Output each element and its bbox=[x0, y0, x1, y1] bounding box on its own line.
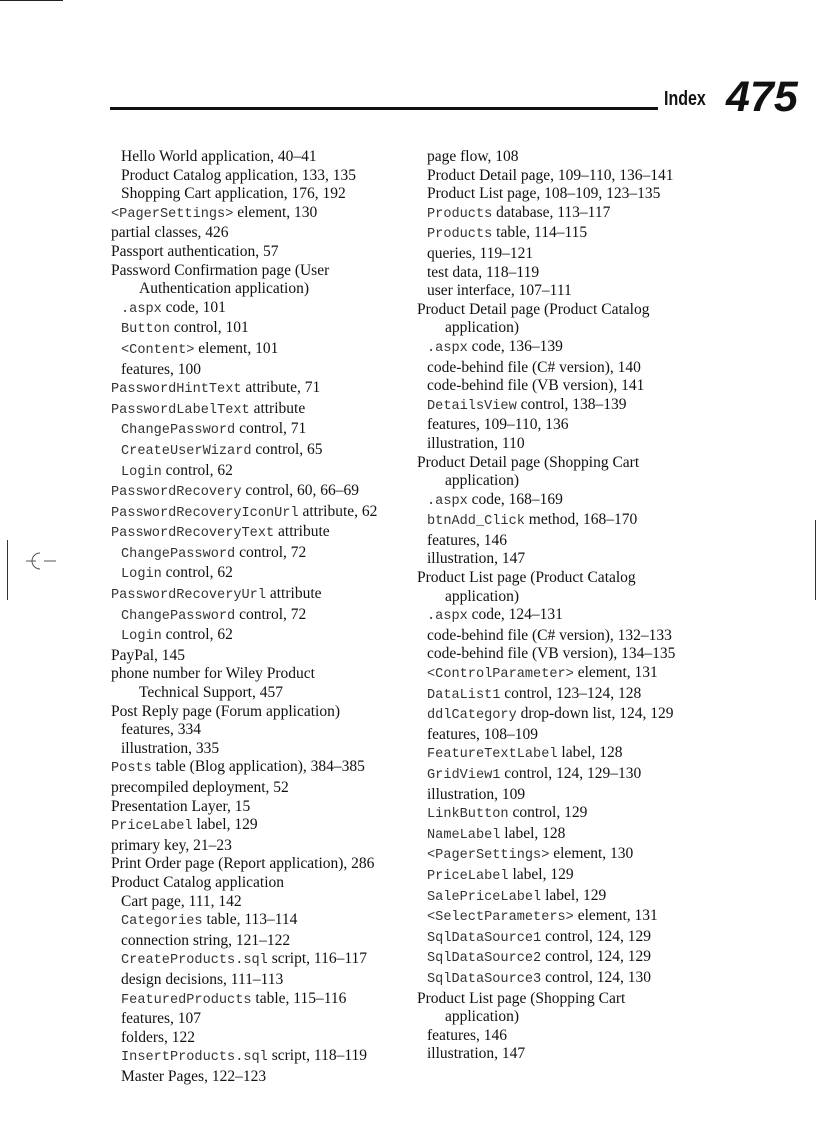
entry-text: attribute, 62 bbox=[298, 502, 378, 520]
index-subentry bbox=[417, 969, 717, 990]
entry-text: features, 146 bbox=[427, 1026, 508, 1044]
header-rule bbox=[110, 107, 658, 110]
entry-text: PayPal, 145 bbox=[111, 646, 186, 664]
entry-text: connection string, 121–122 bbox=[121, 931, 291, 949]
entry-text: Password Confirmation page (User bbox=[111, 261, 330, 279]
entry-text: control, 72 bbox=[235, 543, 307, 561]
section-title: Index bbox=[664, 88, 706, 110]
index-entry bbox=[111, 816, 411, 837]
entry-text: code-behind file (VB version), 141 bbox=[427, 377, 645, 395]
entry-text: table, 113–114 bbox=[202, 911, 298, 929]
code-term: LinkButton bbox=[427, 807, 509, 823]
index-subentry bbox=[417, 532, 717, 551]
index-subentry bbox=[417, 845, 717, 866]
code-term: DataList1 bbox=[427, 687, 501, 703]
entry-text: table, 115–116 bbox=[251, 989, 347, 1007]
index-entry-continuation bbox=[417, 472, 717, 491]
index-entry bbox=[111, 798, 411, 817]
entry-text: partial classes, 426 bbox=[111, 224, 229, 242]
entry-text: attribute bbox=[274, 523, 330, 541]
index-subentry bbox=[417, 645, 717, 664]
entry-text: features, 107 bbox=[121, 1010, 202, 1028]
entry-text: Product Detail page (Shopping Cart bbox=[417, 453, 640, 471]
code-term: PriceLabel bbox=[427, 868, 509, 884]
code-term: FeaturedProducts bbox=[121, 992, 252, 1008]
index-subentry bbox=[111, 319, 411, 340]
entry-text: code-behind file (C# version), 132–133 bbox=[427, 626, 672, 644]
entry-text: control, 65 bbox=[251, 440, 323, 458]
index-subentry bbox=[417, 511, 717, 532]
code-term: Login bbox=[121, 567, 162, 583]
index-entry bbox=[111, 482, 411, 503]
code-term: .aspx bbox=[121, 301, 162, 317]
index-subentry bbox=[417, 338, 717, 359]
code-term: PasswordHintText bbox=[111, 382, 242, 398]
index-subentry bbox=[417, 627, 717, 646]
index-subentry bbox=[417, 264, 717, 283]
index-entry bbox=[111, 874, 411, 893]
entry-text: Authentication application) bbox=[139, 280, 310, 298]
entry-text: Shopping Cart application, 176, 192 bbox=[121, 185, 346, 203]
index-entry bbox=[111, 400, 411, 421]
index-entry bbox=[111, 837, 411, 856]
entry-text: illustration, 147 bbox=[427, 550, 526, 568]
entry-text: element, 131 bbox=[573, 664, 658, 682]
index-subentry bbox=[111, 441, 411, 462]
entry-text: Presentation Layer, 15 bbox=[111, 797, 251, 815]
entry-text: features, 146 bbox=[427, 531, 508, 549]
index-subentry bbox=[417, 245, 717, 264]
code-term: DetailsView bbox=[427, 398, 517, 414]
index-column-right bbox=[417, 148, 717, 1064]
entry-text: design decisions, 111–113 bbox=[121, 970, 284, 988]
code-term: InsertProducts.sql bbox=[121, 1050, 268, 1066]
entry-text: code, 168–169 bbox=[467, 490, 563, 508]
index-entry-continuation bbox=[111, 280, 411, 299]
index-entry bbox=[111, 665, 411, 684]
index-subentry bbox=[111, 148, 411, 167]
entry-text: queries, 119–121 bbox=[427, 244, 534, 262]
code-term: Products bbox=[427, 227, 493, 243]
entry-text: code-behind file (VB version), 134–135 bbox=[427, 645, 676, 663]
code-term: <PagerSettings> bbox=[111, 206, 234, 222]
index-subentry bbox=[417, 224, 717, 245]
index-entry-continuation bbox=[417, 1008, 717, 1027]
entry-text: database, 113–117 bbox=[492, 203, 611, 221]
entry-text: primary key, 21–23 bbox=[111, 836, 232, 854]
entry-text: control, 62 bbox=[161, 564, 233, 582]
index-subentry bbox=[111, 1047, 411, 1068]
code-term: CreateProducts.sql bbox=[121, 953, 268, 969]
entry-text: folders, 122 bbox=[121, 1028, 196, 1046]
entry-text: Print Order page (Report application), 286 bbox=[111, 855, 375, 873]
index-entry-continuation bbox=[111, 684, 411, 703]
index-entry bbox=[111, 379, 411, 400]
entry-text: control, 62 bbox=[161, 626, 233, 644]
entry-text: control, 123–124, 128 bbox=[500, 684, 642, 702]
code-term: Button bbox=[121, 322, 170, 338]
index-subentry bbox=[111, 740, 411, 759]
entry-text: features, 109–110, 136 bbox=[427, 416, 569, 434]
code-term: Categories bbox=[121, 914, 203, 930]
code-term: .aspx bbox=[427, 609, 468, 625]
index-subentry bbox=[111, 893, 411, 912]
index-subentry bbox=[111, 340, 411, 361]
code-term: NameLabel bbox=[427, 827, 501, 843]
code-term: FeatureTextLabel bbox=[427, 747, 558, 763]
index-subentry bbox=[417, 948, 717, 969]
index-subentry bbox=[417, 744, 717, 765]
index-subentry bbox=[111, 1029, 411, 1048]
entry-text: attribute bbox=[249, 399, 306, 417]
entry-text: element, 130 bbox=[549, 845, 634, 863]
code-term: <ControlParameter> bbox=[427, 667, 574, 683]
index-subentry bbox=[417, 185, 717, 204]
entry-text: element, 101 bbox=[194, 339, 279, 357]
index-subentry bbox=[111, 606, 411, 627]
code-term: PasswordRecoveryIconUrl bbox=[111, 505, 299, 521]
code-term: btnAdd_Click bbox=[427, 514, 525, 530]
index-entry bbox=[111, 585, 411, 606]
code-term: ChangePassword bbox=[121, 546, 236, 562]
entry-text: application) bbox=[445, 472, 520, 490]
code-term: Login bbox=[121, 629, 162, 645]
index-subentry bbox=[417, 491, 717, 512]
entry-text: user interface, 107–111 bbox=[427, 282, 572, 300]
index-subentry bbox=[417, 606, 717, 627]
code-term: Posts bbox=[111, 761, 152, 777]
index-subentry bbox=[417, 282, 717, 301]
entry-text: drop-down list, 124, 129 bbox=[516, 705, 674, 723]
index-subentry bbox=[417, 148, 717, 167]
entry-text: Product List page (Product Catalog bbox=[417, 569, 636, 587]
entry-text: table, 114–115 bbox=[492, 224, 588, 242]
entry-text: application) bbox=[445, 319, 520, 337]
code-term: ChangePassword bbox=[121, 608, 236, 624]
code-term: .aspx bbox=[427, 493, 468, 509]
index-subentry bbox=[417, 204, 717, 225]
index-subentry bbox=[417, 786, 717, 805]
index-entry-continuation bbox=[417, 319, 717, 338]
index-subentry bbox=[111, 1068, 411, 1087]
index-subentry bbox=[417, 664, 717, 685]
index-subentry bbox=[417, 359, 717, 378]
index-entry bbox=[111, 647, 411, 666]
entry-text: features, 334 bbox=[121, 721, 202, 739]
index-subentry bbox=[111, 1010, 411, 1029]
index-subentry bbox=[111, 462, 411, 483]
entry-text: control, 129 bbox=[508, 804, 588, 822]
entry-text: Master Pages, 122–123 bbox=[121, 1067, 267, 1085]
entry-text: Product Detail page (Product Catalog bbox=[417, 300, 650, 318]
index-subentry bbox=[111, 721, 411, 740]
index-subentry bbox=[111, 911, 411, 932]
entry-text: application) bbox=[445, 587, 520, 605]
index-entry bbox=[111, 243, 411, 262]
code-term: <Content> bbox=[121, 342, 195, 358]
registration-mark-icon bbox=[22, 549, 62, 573]
index-subentry bbox=[417, 416, 717, 435]
index-entry bbox=[111, 204, 411, 225]
code-term: SqlDataSource1 bbox=[427, 930, 542, 946]
code-term: Login bbox=[121, 464, 162, 480]
entry-text: label, 129 bbox=[541, 886, 607, 904]
entry-text: control, 124, 129 bbox=[541, 948, 651, 966]
code-term: .aspx bbox=[427, 340, 468, 356]
entry-text: code, 136–139 bbox=[467, 337, 563, 355]
entry-text: code, 101 bbox=[161, 298, 226, 316]
index-entry bbox=[111, 779, 411, 798]
index-subentry bbox=[111, 299, 411, 320]
index-subentry bbox=[111, 544, 411, 565]
entry-text: Product Detail page, 109–110, 136–141 bbox=[427, 166, 674, 184]
entry-text: element, 131 bbox=[573, 907, 658, 925]
index-entry-continuation bbox=[417, 588, 717, 607]
code-term: Products bbox=[427, 206, 493, 222]
entry-text: control, 72 bbox=[235, 605, 307, 623]
index-subentry bbox=[111, 950, 411, 971]
index-entry bbox=[111, 758, 411, 779]
code-term: PasswordRecovery bbox=[111, 485, 242, 501]
index-subentry bbox=[111, 971, 411, 990]
index-subentry bbox=[417, 396, 717, 417]
index-entry bbox=[417, 569, 717, 588]
code-term: SalePriceLabel bbox=[427, 889, 542, 905]
index-column-left bbox=[111, 148, 411, 1087]
code-term: ChangePassword bbox=[121, 423, 236, 439]
index-subentry bbox=[417, 377, 717, 396]
entry-text: control, 124, 130 bbox=[541, 968, 651, 986]
index-subentry bbox=[417, 167, 717, 186]
code-term: CreateUserWizard bbox=[121, 443, 252, 459]
index-entry bbox=[111, 855, 411, 874]
index-subentry bbox=[111, 932, 411, 951]
entry-text: illustration, 335 bbox=[121, 739, 220, 757]
index-subentry bbox=[417, 907, 717, 928]
entry-text: table (Blog application), 384–385 bbox=[151, 758, 365, 776]
entry-text: label, 128 bbox=[500, 824, 566, 842]
entry-text: code, 124–131 bbox=[467, 606, 563, 624]
index-subentry bbox=[417, 550, 717, 569]
entry-text: control, 124, 129 bbox=[541, 927, 651, 945]
index-subentry bbox=[111, 626, 411, 647]
index-subentry bbox=[417, 685, 717, 706]
index-subentry bbox=[417, 825, 717, 846]
entry-text: script, 118–119 bbox=[267, 1047, 368, 1065]
entry-text: illustration, 147 bbox=[427, 1045, 526, 1063]
index-subentry bbox=[111, 361, 411, 380]
entry-text: Post Reply page (Forum application) bbox=[111, 702, 341, 720]
index-subentry bbox=[111, 167, 411, 186]
index-subentry bbox=[111, 420, 411, 441]
entry-text: control, 60, 66–69 bbox=[241, 482, 360, 500]
index-subentry bbox=[417, 887, 717, 908]
entry-text: illustration, 110 bbox=[427, 434, 525, 452]
entry-text: control, 62 bbox=[161, 461, 233, 479]
entry-text: control, 101 bbox=[169, 319, 249, 337]
code-term: <SelectParameters> bbox=[427, 910, 574, 926]
crop-mark-top bbox=[0, 0, 63, 1]
entry-text: label, 129 bbox=[508, 865, 574, 883]
entry-text: element, 130 bbox=[233, 203, 318, 221]
entry-text: Product Catalog application, 133, 135 bbox=[121, 166, 357, 184]
entry-text: Cart page, 111, 142 bbox=[121, 892, 242, 910]
entry-text: control, 138–139 bbox=[516, 395, 627, 413]
entry-text: features, 100 bbox=[121, 360, 202, 378]
code-term: PasswordLabelText bbox=[111, 402, 250, 418]
entry-text: application) bbox=[445, 1008, 520, 1026]
entry-text: script, 116–117 bbox=[267, 950, 368, 968]
index-entry bbox=[111, 503, 411, 524]
index-subentry bbox=[417, 1027, 717, 1046]
index-subentry bbox=[417, 705, 717, 726]
index-subentry bbox=[417, 765, 717, 786]
index-entry bbox=[111, 703, 411, 722]
code-term: PasswordRecoveryUrl bbox=[111, 588, 266, 604]
entry-text: Technical Support, 457 bbox=[139, 684, 283, 702]
entry-text: Product List page, 108–109, 123–135 bbox=[427, 185, 661, 203]
entry-text: control, 71 bbox=[235, 420, 307, 438]
entry-text: method, 168–170 bbox=[524, 511, 638, 529]
index-entry bbox=[417, 990, 717, 1009]
index-entry bbox=[111, 262, 411, 281]
index-subentry bbox=[417, 726, 717, 745]
index-entry bbox=[111, 523, 411, 544]
entry-text: illustration, 109 bbox=[427, 785, 526, 803]
index-subentry bbox=[417, 804, 717, 825]
entry-text: Passport authentication, 57 bbox=[111, 242, 279, 260]
index-subentry bbox=[111, 185, 411, 204]
index-subentry bbox=[111, 990, 411, 1011]
entry-text: precompiled deployment, 52 bbox=[111, 779, 289, 796]
entry-text: label, 129 bbox=[192, 816, 258, 834]
entry-text: code-behind file (C# version), 140 bbox=[427, 358, 641, 376]
entry-text: test data, 118–119 bbox=[427, 263, 540, 281]
code-term: GridView1 bbox=[427, 768, 501, 783]
index-subentry bbox=[417, 1045, 717, 1064]
code-term: SqlDataSource3 bbox=[427, 971, 542, 987]
index-entry bbox=[417, 454, 717, 473]
index-entry bbox=[111, 224, 411, 243]
code-term: ddlCategory bbox=[427, 708, 517, 724]
page-number: 475 bbox=[726, 73, 798, 121]
entry-text: label, 128 bbox=[557, 744, 623, 762]
index-subentry bbox=[111, 564, 411, 585]
entry-text: phone number for Wiley Product bbox=[111, 665, 315, 683]
index-subentry bbox=[417, 866, 717, 887]
entry-text: attribute, 71 bbox=[241, 379, 321, 397]
entry-text: attribute bbox=[266, 585, 322, 603]
code-term: SqlDataSource2 bbox=[427, 951, 542, 967]
entry-text: Product List page (Shopping Cart bbox=[417, 989, 626, 1007]
entry-text: page flow, 108 bbox=[427, 148, 519, 165]
index-subentry bbox=[417, 435, 717, 454]
entry-text: Product Catalog application bbox=[111, 873, 285, 891]
index-subentry bbox=[417, 928, 717, 949]
entry-text: control, 124, 129–130 bbox=[500, 765, 642, 782]
code-term: <PagerSettings> bbox=[427, 848, 550, 864]
index-entry bbox=[417, 301, 717, 320]
crop-mark-left bbox=[7, 540, 8, 600]
code-term: PasswordRecoveryText bbox=[111, 526, 275, 542]
code-term: PriceLabel bbox=[111, 819, 193, 835]
entry-text: features, 108–109 bbox=[427, 725, 539, 743]
entry-text: Hello World application, 40–41 bbox=[121, 148, 317, 165]
